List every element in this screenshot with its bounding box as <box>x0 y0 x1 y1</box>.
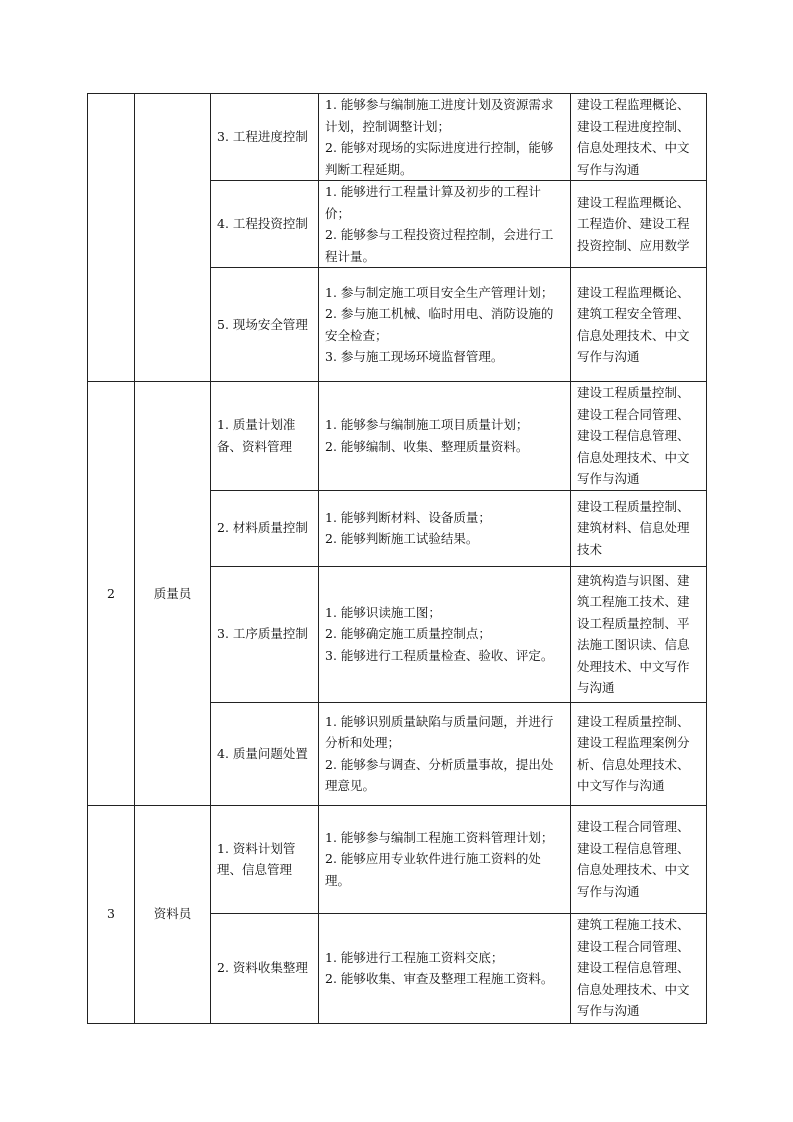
task-item: 1. 能够识读施工图； <box>325 604 441 620</box>
task-items <box>319 181 571 268</box>
row-number-cell <box>88 94 135 382</box>
task-item: 2. 能够确定施工质量控制点； <box>325 626 491 642</box>
task-item: 2. 能够编制、收集、整理质量资料。 <box>325 438 529 454</box>
task-item: 2. 能够判断施工试验结果。 <box>325 531 479 546</box>
task-items <box>319 805 571 913</box>
table-row <box>88 382 707 491</box>
task-item: 1. 能够识别质量缺陷与质量问题，并进行分析和处理； <box>325 713 554 750</box>
task-name: 5. 现场安全管理 <box>211 268 319 382</box>
task-item: 2. 能够参与调查、分析质量事故，提出处理意见。 <box>325 756 554 793</box>
task-item: 2. 能够参与工程投资过程控制，会进行工程计量。 <box>325 227 554 264</box>
task-name: 2. 材料质量控制 <box>211 490 319 566</box>
task-item: 3. 能够进行工程质量检查、验收、评定。 <box>325 647 554 663</box>
table-row <box>88 94 707 181</box>
task-name: 2. 资料收集整理 <box>211 913 319 1023</box>
task-item: 2. 能够对现场的实际进度进行控制，能够判断工程延期。 <box>325 140 554 177</box>
task-item: 1. 能够进行工程施工资料交底； <box>325 949 504 965</box>
related-courses: 建设工程质量控制、建设工程监理案例分析、信息处理技术、中文写作与沟通 <box>571 702 707 805</box>
task-items <box>319 490 571 566</box>
table-row <box>88 805 707 913</box>
task-name: 1. 质量计划准备、资料管理 <box>211 382 319 491</box>
task-name: 4. 质量问题处置 <box>211 702 319 805</box>
related-courses: 建设工程监理概论、工程造价、建设工程投资控制、应用数学 <box>571 181 707 268</box>
task-items <box>319 702 571 805</box>
task-items <box>319 268 571 382</box>
task-name: 1. 资料计划管理、信息管理 <box>211 805 319 913</box>
task-item: 1. 能够参与编制施工进度计划及资源需求计划，控制调整计划； <box>325 97 554 134</box>
task-name: 4. 工程投资控制 <box>211 181 319 268</box>
task-item: 1. 能够判断材料、设备质量； <box>325 509 491 525</box>
task-items <box>319 94 571 181</box>
role-cell <box>135 94 211 382</box>
task-items <box>319 566 571 702</box>
row-number-cell: 3 <box>88 805 135 1023</box>
related-courses: 建筑工程施工技术、建设工程合同管理、建设工程信息管理、信息处理技术、中文写作与沟通 <box>571 913 707 1023</box>
task-item: 2. 能够收集、审查及整理工程施工资料。 <box>325 971 554 986</box>
task-name: 3. 工序质量控制 <box>211 566 319 702</box>
related-courses: 建筑构造与识图、建筑工程施工技术、建设工程质量控制、平法施工图识读、信息处理技术、中文写作与沟通 <box>571 566 707 702</box>
role-cell: 质量员 <box>135 382 211 806</box>
related-courses: 建设工程质量控制、建筑材料、信息处理技术 <box>571 490 707 566</box>
task-item: 1. 参与制定施工项目安全生产管理计划； <box>325 284 554 300</box>
related-courses: 建设工程质量控制、建设工程合同管理、建设工程信息管理、信息处理技术、中文写作与沟通 <box>571 382 707 491</box>
related-courses: 建设工程监理概论、建筑工程安全管理、信息处理技术、中文写作与沟通 <box>571 268 707 382</box>
task-item: 3. 参与施工现场环境监督管理。 <box>325 349 504 364</box>
task-item: 1. 能够参与编制工程施工资料管理计划； <box>325 829 554 845</box>
task-item: 1. 能够参与编制施工项目质量计划； <box>325 417 529 433</box>
curriculum-table <box>87 93 707 1024</box>
role-cell: 资料员 <box>135 805 211 1023</box>
row-number-cell: 2 <box>88 382 135 806</box>
task-name: 3. 工程进度控制 <box>211 94 319 181</box>
related-courses: 建设工程合同管理、建设工程信息管理、信息处理技术、中文写作与沟通 <box>571 805 707 913</box>
task-item: 2. 参与施工机械、临时用电、消防设施的安全检查； <box>325 306 554 343</box>
task-items <box>319 382 571 491</box>
task-item: 1. 能够进行工程量计算及初步的工程计价； <box>325 184 541 221</box>
related-courses: 建设工程监理概论、建设工程进度控制、信息处理技术、中文写作与沟通 <box>571 94 707 181</box>
task-items <box>319 913 571 1023</box>
task-item: 2. 能够应用专业软件进行施工资料的处理。 <box>325 851 541 888</box>
